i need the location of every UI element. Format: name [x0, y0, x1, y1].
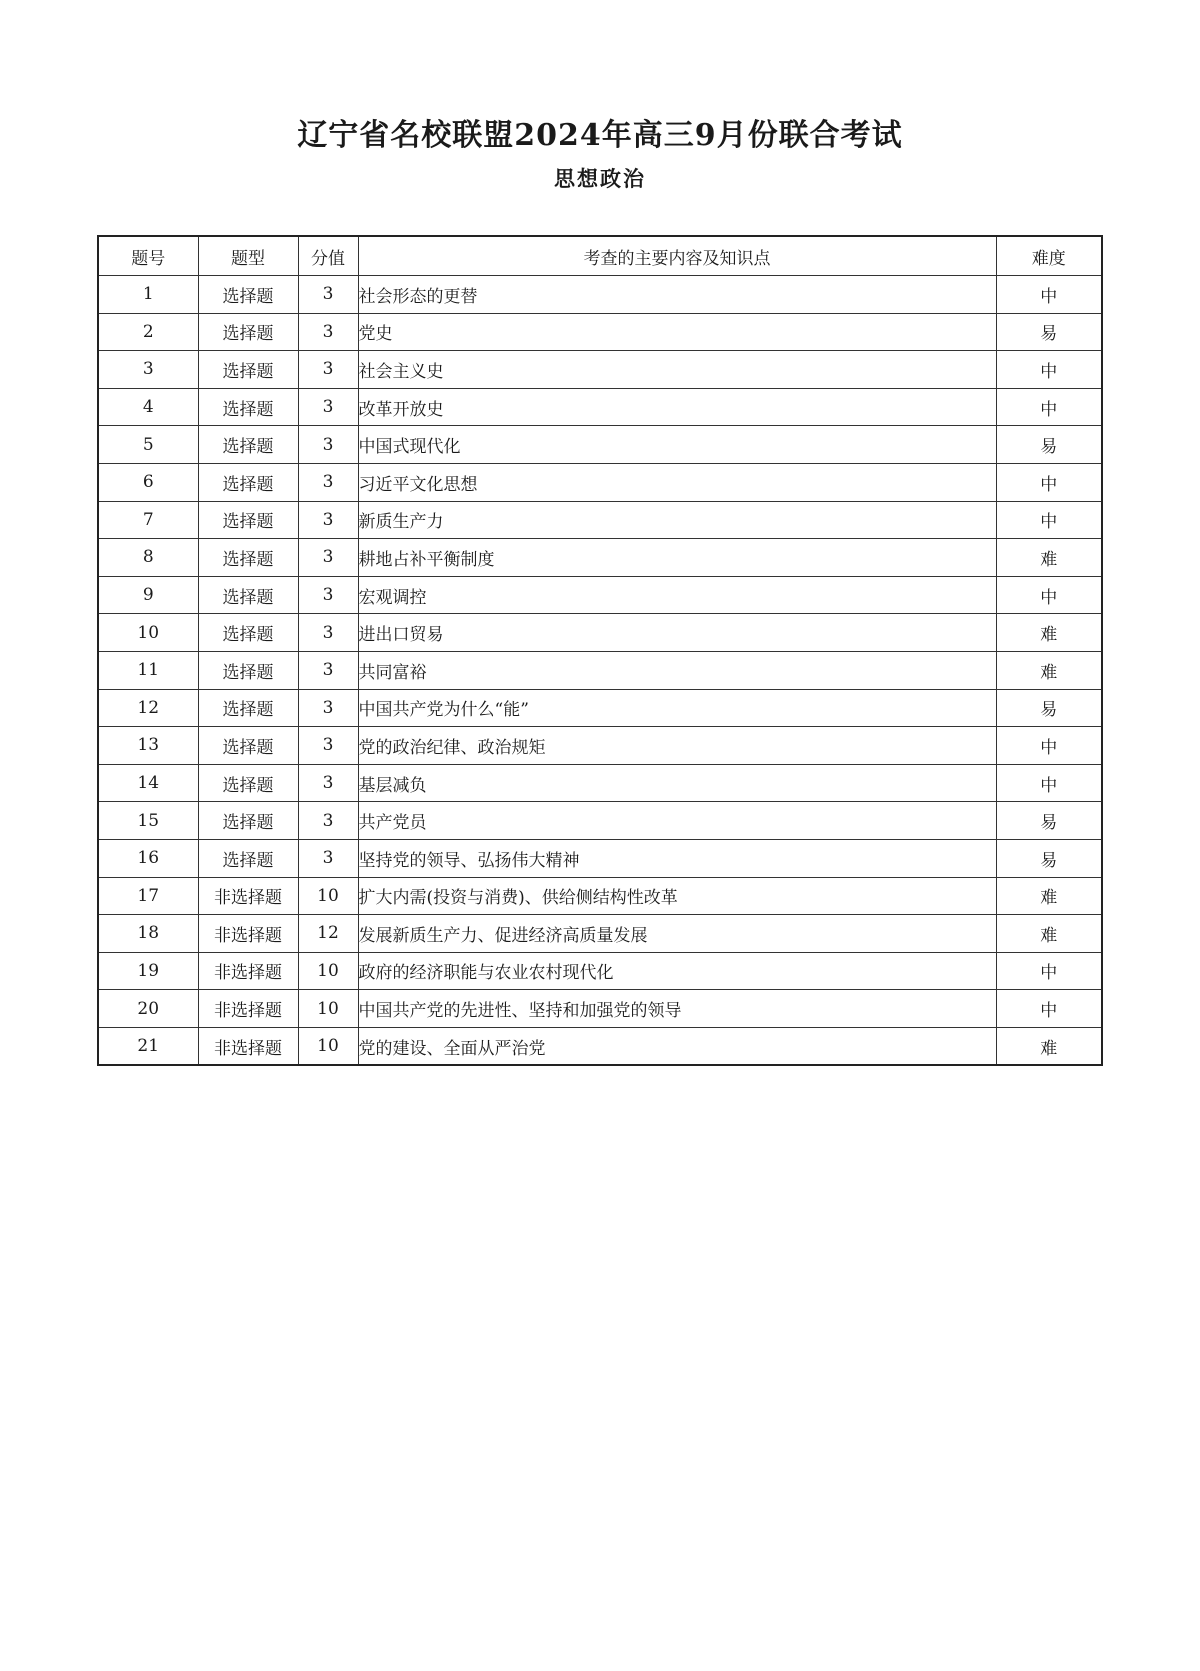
question-difficulty: 难 — [996, 539, 1102, 577]
question-score: 3 — [298, 351, 358, 389]
question-difficulty: 易 — [996, 802, 1102, 840]
question-difficulty: 难 — [996, 1027, 1102, 1065]
question-content: 扩大内需(投资与消费)、供给侧结构性改革 — [358, 877, 996, 915]
question-type: 选择题 — [198, 313, 298, 351]
table-row — [98, 915, 1102, 953]
question-content: 耕地占补平衡制度 — [358, 539, 996, 577]
question-score: 12 — [298, 915, 358, 953]
question-number: 8 — [98, 539, 198, 577]
question-number: 20 — [98, 990, 198, 1028]
question-difficulty: 难 — [996, 651, 1102, 689]
question-type: 选择题 — [198, 539, 298, 577]
question-score: 3 — [298, 689, 358, 727]
table-row — [98, 576, 1102, 614]
question-number: 15 — [98, 802, 198, 840]
question-type: 选择题 — [198, 351, 298, 389]
question-content: 政府的经济职能与农业农村现代化 — [358, 952, 996, 990]
column-header-content: 考查的主要内容及知识点 — [358, 236, 996, 276]
question-number: 6 — [98, 463, 198, 501]
table-row — [98, 952, 1102, 990]
question-content: 改革开放史 — [358, 388, 996, 426]
question-number: 2 — [98, 313, 198, 351]
column-header-type: 题型 — [198, 236, 298, 276]
question-difficulty: 难 — [996, 614, 1102, 652]
question-score: 3 — [298, 426, 358, 464]
question-content: 党史 — [358, 313, 996, 351]
question-score: 10 — [298, 877, 358, 915]
exam-analysis-table — [97, 235, 1103, 1066]
table-row — [98, 877, 1102, 915]
question-type: 选择题 — [198, 463, 298, 501]
question-difficulty: 中 — [996, 764, 1102, 802]
table-row — [98, 426, 1102, 464]
question-difficulty: 中 — [996, 351, 1102, 389]
question-number: 5 — [98, 426, 198, 464]
question-number: 17 — [98, 877, 198, 915]
question-score: 3 — [298, 463, 358, 501]
question-type: 选择题 — [198, 426, 298, 464]
question-score: 3 — [298, 651, 358, 689]
question-type: 选择题 — [198, 576, 298, 614]
question-content: 中国共产党的先进性、坚持和加强党的领导 — [358, 990, 996, 1028]
question-type: 选择题 — [198, 689, 298, 727]
question-score: 3 — [298, 576, 358, 614]
question-difficulty: 中 — [996, 463, 1102, 501]
question-difficulty: 难 — [996, 877, 1102, 915]
table-row — [98, 990, 1102, 1028]
question-type: 选择题 — [198, 802, 298, 840]
question-score: 10 — [298, 990, 358, 1028]
question-score: 3 — [298, 276, 358, 314]
question-type: 选择题 — [198, 276, 298, 314]
table-row — [98, 351, 1102, 389]
question-content: 社会形态的更替 — [358, 276, 996, 314]
question-number: 14 — [98, 764, 198, 802]
question-number: 21 — [98, 1027, 198, 1065]
question-score: 3 — [298, 764, 358, 802]
question-type: 选择题 — [198, 388, 298, 426]
question-type: 非选择题 — [198, 990, 298, 1028]
question-content: 社会主义史 — [358, 351, 996, 389]
question-content: 党的建设、全面从严治党 — [358, 1027, 996, 1065]
question-type: 选择题 — [198, 727, 298, 765]
question-content: 发展新质生产力、促进经济高质量发展 — [358, 915, 996, 953]
column-header-number: 题号 — [98, 236, 198, 276]
question-number: 11 — [98, 651, 198, 689]
question-number: 16 — [98, 839, 198, 877]
question-number: 3 — [98, 351, 198, 389]
question-score: 3 — [298, 727, 358, 765]
question-difficulty: 中 — [996, 576, 1102, 614]
question-number: 19 — [98, 952, 198, 990]
table-row — [98, 651, 1102, 689]
question-score: 3 — [298, 802, 358, 840]
question-number: 10 — [98, 614, 198, 652]
table-header-row — [98, 236, 1102, 276]
question-type: 非选择题 — [198, 915, 298, 953]
question-difficulty: 易 — [996, 426, 1102, 464]
question-content: 宏观调控 — [358, 576, 996, 614]
question-number: 13 — [98, 727, 198, 765]
question-number: 4 — [98, 388, 198, 426]
column-header-difficulty: 难度 — [996, 236, 1102, 276]
question-content: 中国共产党为什么“能” — [358, 689, 996, 727]
table-row — [98, 463, 1102, 501]
question-content: 进出口贸易 — [358, 614, 996, 652]
question-score: 3 — [298, 501, 358, 539]
question-difficulty: 中 — [996, 990, 1102, 1028]
question-difficulty: 易 — [996, 313, 1102, 351]
table-row — [98, 802, 1102, 840]
table-row — [98, 727, 1102, 765]
question-difficulty: 易 — [996, 839, 1102, 877]
question-content: 中国式现代化 — [358, 426, 996, 464]
question-content: 基层减负 — [358, 764, 996, 802]
page-subtitle: 思想政治 — [554, 167, 646, 191]
question-difficulty: 中 — [996, 276, 1102, 314]
question-score: 3 — [298, 839, 358, 877]
question-number: 18 — [98, 915, 198, 953]
question-number: 12 — [98, 689, 198, 727]
question-content: 习近平文化思想 — [358, 463, 996, 501]
table-body — [98, 276, 1102, 1066]
table-row — [98, 539, 1102, 577]
question-difficulty: 中 — [996, 501, 1102, 539]
question-type: 选择题 — [198, 651, 298, 689]
table-row — [98, 614, 1102, 652]
question-number: 1 — [98, 276, 198, 314]
question-type: 非选择题 — [198, 1027, 298, 1065]
question-type: 非选择题 — [198, 952, 298, 990]
question-content: 坚持党的领导、弘扬伟大精神 — [358, 839, 996, 877]
question-number: 9 — [98, 576, 198, 614]
table-row — [98, 764, 1102, 802]
question-difficulty: 难 — [996, 915, 1102, 953]
question-score: 3 — [298, 614, 358, 652]
question-content: 新质生产力 — [358, 501, 996, 539]
question-score: 3 — [298, 313, 358, 351]
question-difficulty: 中 — [996, 727, 1102, 765]
table-row — [98, 1027, 1102, 1065]
column-header-score: 分值 — [298, 236, 358, 276]
table-row — [98, 388, 1102, 426]
question-score: 3 — [298, 388, 358, 426]
question-type: 选择题 — [198, 764, 298, 802]
question-difficulty: 易 — [996, 689, 1102, 727]
question-content: 共同富裕 — [358, 651, 996, 689]
table-row — [98, 276, 1102, 314]
question-difficulty: 中 — [996, 952, 1102, 990]
question-difficulty: 中 — [996, 388, 1102, 426]
question-content: 共产党员 — [358, 802, 996, 840]
page-title: 辽宁省名校联盟2024年高三9月份联合考试 — [297, 118, 903, 153]
table-row — [98, 501, 1102, 539]
question-number: 7 — [98, 501, 198, 539]
question-type: 选择题 — [198, 614, 298, 652]
question-type: 选择题 — [198, 501, 298, 539]
question-score: 3 — [298, 539, 358, 577]
question-type: 选择题 — [198, 839, 298, 877]
question-type: 非选择题 — [198, 877, 298, 915]
question-score: 10 — [298, 952, 358, 990]
question-score: 10 — [298, 1027, 358, 1065]
question-content: 党的政治纪律、政治规矩 — [358, 727, 996, 765]
table-row — [98, 313, 1102, 351]
table-row — [98, 689, 1102, 727]
table-row — [98, 839, 1102, 877]
